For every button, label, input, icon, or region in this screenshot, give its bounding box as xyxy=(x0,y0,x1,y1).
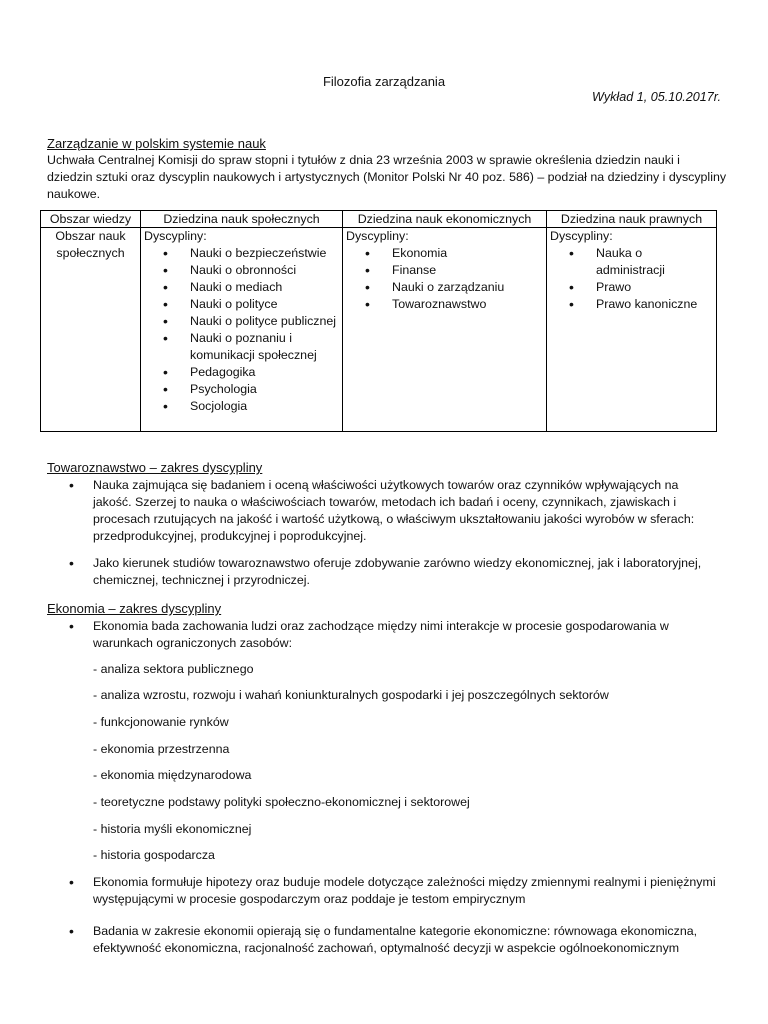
dash-item: - teoretyczne podstawy polityki społeczno-ekonomicznej i sektorowej xyxy=(93,795,470,809)
table-header-cell: Dziedzina nauk społecznych xyxy=(141,211,343,228)
list-item: • Nauki o zarządzaniu xyxy=(392,279,543,296)
bullet-text: Ekonomia formułuje hipotezy oraz buduje modele dotyczące zależności między zmiennymi realnymi i pieniężnymi występującymi w procesie gospodarczym oraz poddaje je testom empirycznym xyxy=(93,875,716,906)
bullet-icon: • xyxy=(69,618,74,634)
list-item: • Psychologia xyxy=(190,381,339,398)
legal-disciplines-list xyxy=(550,245,713,313)
list-item: • Nauka o administracji xyxy=(596,245,713,279)
list-item: • Prawo kanoniczne xyxy=(596,296,713,313)
table-header-cell: Dziedzina nauk prawnych xyxy=(547,211,717,228)
disciplines-label: Dyscypliny: xyxy=(144,229,207,243)
list-item: • Towaroznawstwo xyxy=(392,296,543,313)
list-item: • Nauki o poznaniu i komunikacji społecznej xyxy=(190,330,339,364)
list-item: • Pedagogika xyxy=(190,364,339,381)
bullet-text: Badania w zakresie ekonomii opierają się o fundamentalne kategorie ekonomiczne: równowaga ekonomiczna, efektywność ekonomiczna, racjonalność zachowań, optymalność decyzji w aspekcie ogólnoekonomicznym xyxy=(93,924,698,955)
section-heading-system: Zarządzanie w polskim systemie nauk xyxy=(47,136,266,151)
bullet-text: Ekonomia bada zachowania ludzi oraz zachodzące między nimi interakcje w procesie gospodarowania w warunkach ograniczonych zasobów: xyxy=(93,619,669,650)
bullet-economics-scope xyxy=(47,618,717,652)
list-item: • Prawo xyxy=(596,279,713,296)
list-item: • Nauki o mediach xyxy=(190,279,339,296)
bullet-commodity-studies xyxy=(47,555,717,589)
disciplines-table xyxy=(40,210,717,432)
dash-item: - ekonomia przestrzenna xyxy=(93,742,230,756)
table-row xyxy=(41,228,717,432)
social-disciplines-list xyxy=(144,245,339,415)
document-title: Filozofia zarządzania xyxy=(322,74,446,89)
bullet-commodity-definition xyxy=(47,477,717,545)
dash-item: - analiza wzrostu, rozwoju i wahań koniunkturalnych gospodarki i jej poszczególnych sektorów xyxy=(93,688,609,702)
disciplines-label: Dyscypliny: xyxy=(550,229,613,243)
list-item: • Socjologia xyxy=(190,398,339,415)
disciplines-label: Dyscypliny: xyxy=(346,229,409,243)
lecture-date: Wykład 1, 05.10.2017r. xyxy=(591,90,721,104)
economic-sciences-cell xyxy=(343,228,547,432)
bullet-icon: • xyxy=(69,874,74,890)
dash-item: - historia gospodarcza xyxy=(93,848,215,862)
legal-sciences-cell xyxy=(547,228,717,432)
table-header-cell: Obszar wiedzy xyxy=(41,211,141,228)
bullet-economics-research xyxy=(47,923,717,957)
area-cell: Obszar nauk społecznych xyxy=(41,228,141,432)
economic-disciplines-list xyxy=(346,245,543,313)
bullet-icon: • xyxy=(69,923,74,939)
bullet-text: Jako kierunek studiów towaroznawstwo oferuje zdobywanie zarówno wiedzy ekonomicznej, jak i laboratoryjnej, chemicznej, technicznej i przyrodniczej. xyxy=(93,556,702,587)
intro-paragraph: Uchwała Centralnej Komisji do spraw stopni i tytułów z dnia 23 września 2003 w sprawie określenia dziedzin nauki i dziedzin sztuki oraz dyscyplin naukowych i artystycznych (Monitor Polski Nr 40 poz. 586) – podział na dziedziny i dyscypliny naukowe. xyxy=(47,153,727,201)
dash-item: - funkcjonowanie rynków xyxy=(93,715,229,729)
dash-item: - ekonomia międzynarodowa xyxy=(93,768,252,782)
bullet-economics-hypotheses xyxy=(47,874,717,908)
bullet-icon: • xyxy=(69,555,74,571)
dash-item: - historia myśli ekonomicznej xyxy=(93,822,252,836)
list-item: • Nauki o polityce xyxy=(190,296,339,313)
table-header-row xyxy=(41,211,717,228)
social-sciences-cell xyxy=(141,228,343,432)
list-item: • Nauki o obronności xyxy=(190,262,339,279)
list-item: • Nauki o polityce publicznej xyxy=(190,313,339,330)
bullet-text: Nauka zajmująca się badaniem i oceną właściwości użytkowych towarów oraz czynników wpływających na jakość. Szerzej to nauka o właściwościach towarów, metodach ich badań i oceny, czynnikach, zjawiskach i procesach rzutujących na jakość i wartość użytkową, o właściwym ukształtowaniu jakości wyrobów w sferach: przedprodukcyjnej, produkcyjnej i poprodukcyjnej. xyxy=(93,478,695,543)
table-header-cell: Dziedzina nauk ekonomicznych xyxy=(343,211,547,228)
section-heading-economics: Ekonomia – zakres dyscypliny xyxy=(47,601,222,616)
dash-item: - analiza sektora publicznego xyxy=(93,662,254,676)
list-item: • Ekonomia xyxy=(392,245,543,262)
list-item: • Nauki o bezpieczeństwie xyxy=(190,245,339,262)
bullet-icon: • xyxy=(69,477,74,493)
section-heading-commodity: Towaroznawstwo – zakres dyscypliny xyxy=(47,460,263,475)
list-item: • Finanse xyxy=(392,262,543,279)
